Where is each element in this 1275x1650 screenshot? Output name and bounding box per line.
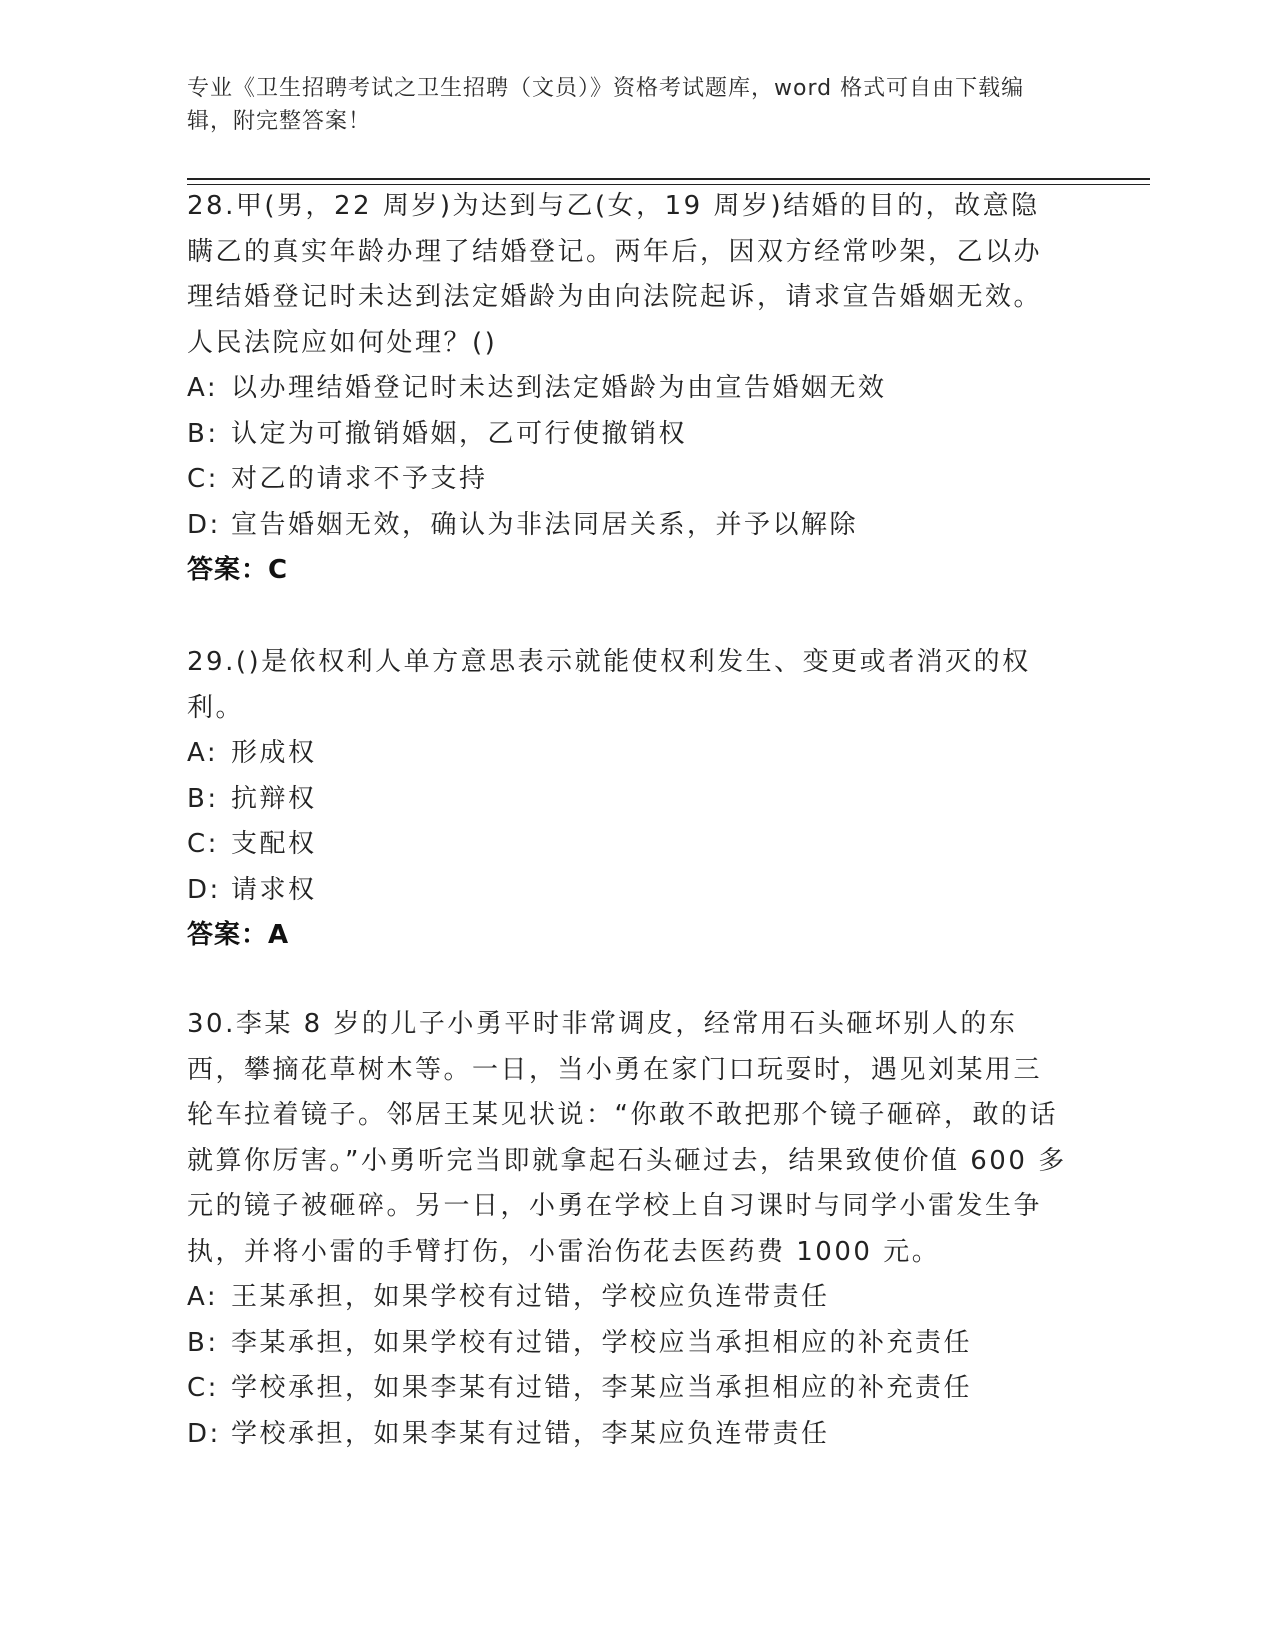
question-stem: 30.李某 8 岁的儿子小勇平时非常调皮，经常用石头砸坏别人的东西，攀摘花草树木等。一日，当小勇在家门口玩耍时，遇见刘某用三轮车拉着镜子。邻居王某见状说：“你敢不敢把那个镜子砸碎，敢的话就算你厉害。”小勇听完当即就拿起石头砸过去，结果致使价值 600 多元的镜子被砸碎。另一日，小勇在学校上自习课时与同学小雷发生争执，并将小雷的手臂打伤，小雷治伤花去医药费 1000 元。 — [187, 1009, 1067, 1267]
option-a — [187, 731, 1067, 777]
option-letter: C: — [187, 829, 219, 859]
question-30 — [187, 1002, 1067, 1457]
option-d — [187, 1412, 1067, 1458]
option-text: 宣告婚姻无效，确认为非法同居关系，并予以解除 — [231, 509, 859, 540]
question-29 — [187, 640, 1067, 959]
question-28 — [187, 184, 1067, 594]
question-stem: 28.甲(男，22 周岁)为达到与乙(女，19 周岁)结婚的目的，故意隐瞒乙的真实年龄办理了结婚登记。两年后，因双方经常吵架，乙以办理结婚登记时未达到法定婚龄为由向法院起诉，请求宣告婚姻无效。人民法院应如何处理？() — [187, 191, 1043, 358]
option-letter: D: — [187, 509, 221, 540]
header-rule-thick — [187, 178, 1150, 180]
option-letter: D: — [187, 874, 221, 905]
option-letter: B: — [187, 418, 219, 449]
option-letter: C: — [187, 464, 219, 494]
option-d — [187, 503, 1067, 549]
option-d — [187, 868, 1067, 914]
option-a — [187, 366, 1067, 412]
option-text: 请求权 — [231, 874, 317, 905]
option-c — [187, 822, 1067, 868]
option-letter: B: — [187, 1327, 219, 1358]
option-text: 学校承担，如果李某有过错，李某应当承担相应的补充责任 — [231, 1373, 973, 1403]
option-c — [187, 457, 1067, 503]
option-text: 学校承担，如果李某有过错，李某应负连带责任 — [231, 1418, 830, 1449]
option-letter: B: — [187, 783, 219, 814]
option-text: 对乙的请求不予支持 — [231, 464, 488, 494]
option-text: 李某承担，如果学校有过错，学校应当承担相应的补充责任 — [231, 1327, 973, 1358]
option-letter: A: — [187, 738, 219, 768]
option-b — [187, 1321, 1067, 1367]
option-text: 以办理结婚登记时未达到法定婚龄为由宣告婚姻无效 — [231, 373, 887, 403]
option-b — [187, 777, 1067, 823]
option-b — [187, 412, 1067, 458]
option-letter: A: — [187, 373, 219, 403]
option-letter: A: — [187, 1282, 219, 1312]
option-text: 支配权 — [231, 829, 317, 859]
document-header: 专业《卫生招聘考试之卫生招聘（文员）》资格考试题库，word 格式可自由下载编辑，附完整答案！ — [187, 76, 1025, 134]
option-letter: C: — [187, 1373, 219, 1403]
option-letter: D: — [187, 1418, 221, 1449]
answer-text: 答案：A — [187, 920, 290, 950]
option-text: 王某承担，如果学校有过错，学校应负连带责任 — [231, 1282, 830, 1312]
option-c — [187, 1366, 1067, 1412]
question-stem: 29.()是依权利人单方意思表示就能使权利发生、变更或者消灭的权利。 — [187, 647, 1031, 723]
option-a — [187, 1275, 1067, 1321]
answer-text: 答案：C — [187, 555, 289, 585]
option-text: 认定为可撤销婚姻，乙可行使撤销权 — [231, 418, 688, 449]
option-text: 形成权 — [231, 738, 317, 768]
option-text: 抗辩权 — [231, 783, 317, 814]
